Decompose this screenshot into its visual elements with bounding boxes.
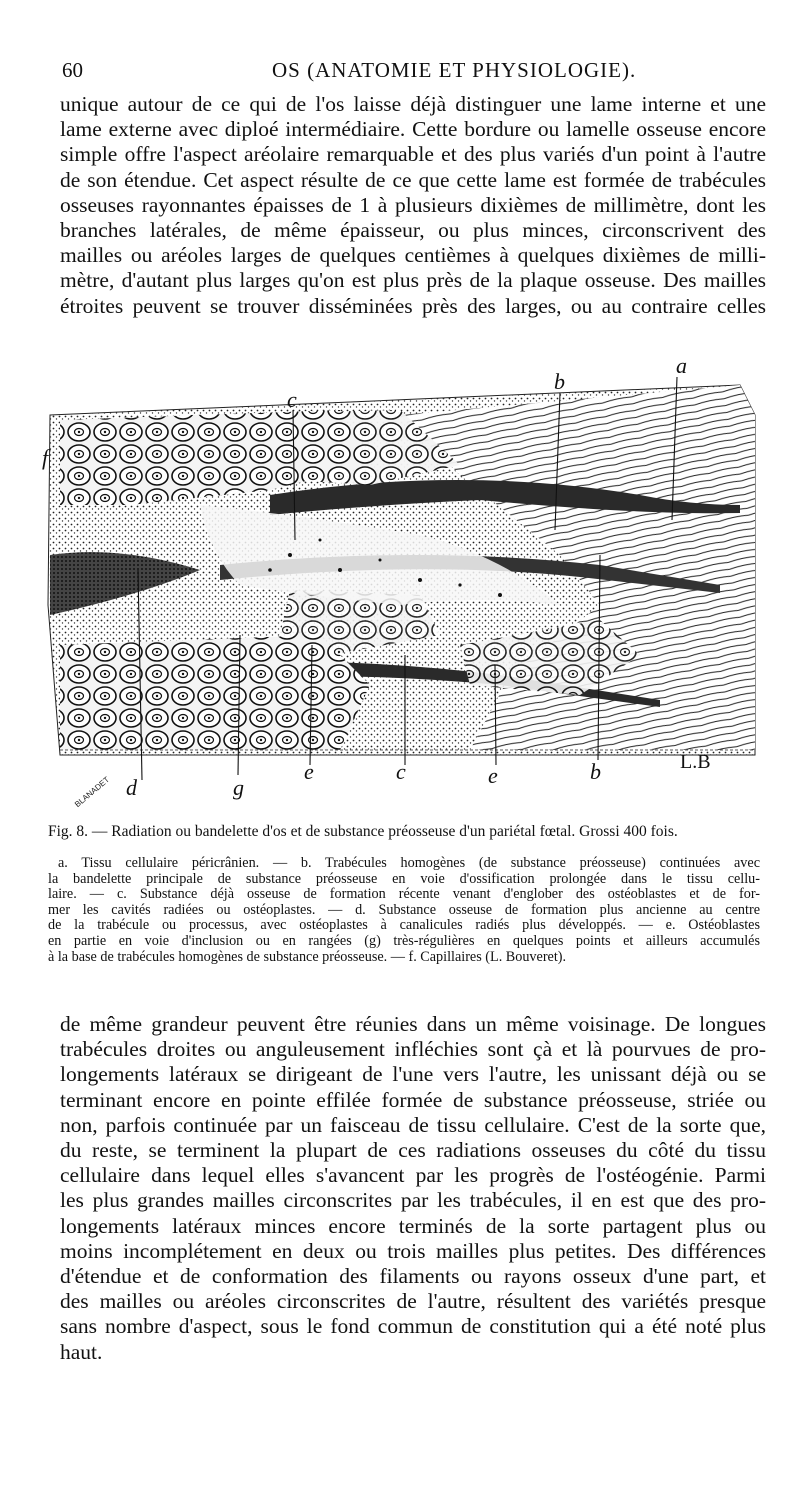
text-line: cellulaire dans lequel elles s'avancent par les progrès de l'ostéogénie. Parmi [60, 1163, 766, 1188]
label-c-1: c [396, 759, 406, 784]
label-d: d [126, 775, 137, 800]
legend-line: a. Tissu cellulaire péricrânien. — b. Trabécules homogènes (de substance préosseuse) continuées avec [58, 855, 760, 871]
text-line: moins incomplétement en deux ou trois mailles plus petites. Des différences [60, 1238, 766, 1263]
label-a: a [676, 355, 687, 378]
legend-line: la bandelette principale de substance préosseuse en voie d'ossification prolongée dans le tissu cellu- [48, 870, 760, 887]
text-line: longements latéraux minces encore terminés de la sorte partagent plus ou [60, 1213, 766, 1238]
figure-engraving [40, 355, 770, 820]
legend-line: à la base de trabécules homogènes de substance préosseuse. — f. Capillaires (L. Bouveret). [48, 948, 567, 965]
label-g: g [233, 775, 244, 800]
histology-figure [40, 355, 770, 820]
text-line: branches latérales, de même épaisseur, ou plus minces, circonscrivent des [60, 218, 766, 243]
body-text-top [60, 92, 766, 319]
figure-legend [48, 856, 760, 965]
legend-line: mer les cavités radiées ou ostéoplastes. — d. Substance osseuse de formation plus ancienne au centre [48, 901, 760, 918]
text-line: trabécules droites ou anguleusement infléchies sont çà et là pourvues de pro- [60, 1037, 766, 1062]
label-c-top: c [287, 387, 297, 412]
paragraph-bottom [60, 1012, 766, 1365]
engraver-signature: BLANADET [72, 775, 112, 810]
paragraph-top [60, 92, 766, 319]
body-text-bottom [60, 1012, 766, 1365]
page-header [62, 58, 760, 88]
label-b-top: b [554, 369, 565, 394]
text-line: sans nombre d'aspect, sous le fond commun de constitution qui a été noté plus [60, 1314, 766, 1339]
label-e-2: e [488, 763, 498, 788]
legend-line: laire. — c. Substance déjà osseuse de formation récente venant d'englober des ostéoblastes et de for- [48, 886, 760, 903]
legend-line: de la trabécule ou processus, avec ostéoplastes à canalicules radiés plus développés. — e. Ostéoblastes [48, 917, 760, 934]
text-line: longements latéraux se dirigeant de l'une vers l'autre, les unissant déjà ou se [60, 1062, 766, 1087]
legend-line: en partie en voie d'inclusion ou en rangées (g) très-régulières en quelques points et ailleurs accumulés [48, 932, 760, 949]
text-line: simple offre l'aspect aréolaire remarquable et des plus variés d'un point à l'autre [60, 142, 766, 167]
text-line: de même grandeur peuvent être réunies dans un même voisinage. De longues [60, 1012, 766, 1036]
label-b-bottom: b [590, 759, 601, 784]
text-line: unique autour de ce qui de l'os laisse déjà distinguer une lame interne et une [60, 92, 766, 116]
text-line: mailles ou aréoles larges de quelques centièmes à quelques dixièmes de milli- [60, 243, 766, 268]
text-line: du reste, se terminent la plupart de ces radiations osseuses du côté du tissu [60, 1138, 766, 1163]
label-e-1: e [304, 759, 314, 784]
text-line: de son étendue. Cet aspect résulte de ce que cette lame est formée de trabécules [60, 167, 766, 192]
figure-title: Fig. 8. — Radiation ou bandelette d'os et de substance préosseuse d'un pariétal fœtal. Grossi 400 fois. [48, 823, 678, 840]
text-line: haut. [60, 1339, 103, 1364]
text-line: étroites peuvent se trouver disséminées près des larges, ou au contraire celles [60, 293, 766, 318]
tissue-mass [48, 385, 755, 755]
text-line: des mailles ou aréoles circonscrites de l'autre, résultent des variétés presque [60, 1289, 766, 1314]
text-line: terminant encore en pointe effilée formée de substance préosseuse, striée ou [60, 1087, 766, 1112]
page-number: 60 [62, 58, 83, 82]
text-line: osseuses rayonnantes épaisses de 1 à plusieurs dixièmes de millimètre, dont les [60, 192, 766, 217]
figure-caption [48, 822, 760, 965]
running-title: OS (ANATOMIE ET PHYSIOLOGIE). [272, 58, 637, 82]
text-line: lame externe avec diploé intermédiaire. Cette bordure ou lamelle osseuse encore [60, 117, 766, 142]
artist-signature: L.B [680, 751, 711, 773]
text-line: d'étendue et de conformation des filaments ou rayons osseux d'une part, et [60, 1264, 766, 1289]
text-line: les plus grandes mailles circonscrites par les trabécules, il en est que des pro- [60, 1188, 766, 1213]
text-line: non, parfois continuée par un faisceau de tissu cellulaire. C'est de la sorte que, [60, 1112, 766, 1137]
label-f: f [42, 445, 49, 470]
text-line: mètre, d'autant plus larges qu'on est plus près de la plaque osseuse. Des mailles [60, 268, 766, 293]
